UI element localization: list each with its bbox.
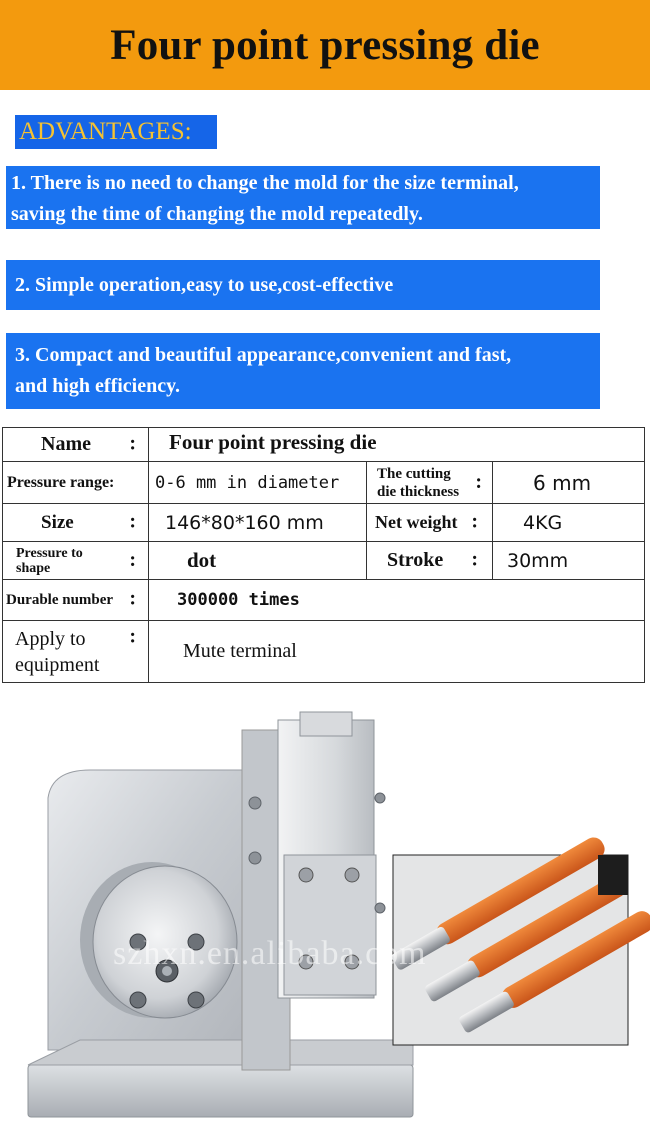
durable-number-label: Durable number: [6, 591, 114, 608]
name-value: Four point pressing die: [149, 428, 645, 462]
apply-label-line1: Apply to: [15, 627, 86, 650]
pressure-range-label: Pressure range:: [7, 473, 115, 491]
advantage-item-3: [6, 333, 600, 409]
page-title: Four point pressing die: [110, 21, 540, 69]
advantage-1-line2: saving the time of changing the mold repeatedly.: [11, 203, 423, 225]
advantage-3-line1: 3. Compact and beautiful appearance,convenient and fast,: [15, 344, 512, 366]
pressure-label-cell: [3, 462, 149, 504]
cutting-thickness-value: 6 mm: [493, 462, 645, 504]
weight-label-cell: [367, 504, 493, 542]
durable-label-cell: [3, 580, 149, 621]
stroke-label: Stroke: [387, 549, 444, 571]
apply-value: Mute terminal: [149, 621, 645, 683]
apply-label-line2: equipment: [15, 653, 100, 676]
table-row: [3, 504, 645, 542]
watermark-text: szhxn.en.alibaba.com: [113, 935, 427, 972]
net-weight-value: 4KG: [493, 504, 645, 542]
stroke-label-cell: [367, 542, 493, 580]
cutting-label-line2: die thickness: [377, 483, 460, 500]
advantage-3-line2: and high efficiency.: [15, 375, 181, 397]
table-row: [3, 542, 645, 580]
name-label: Name: [41, 433, 91, 455]
cutting-label-cell: [367, 462, 493, 504]
product-photo: [0, 700, 650, 1143]
table-row: [3, 580, 645, 621]
shape-value: dot: [149, 542, 367, 580]
colon: :: [129, 509, 136, 532]
terminal-inset-photo: [389, 831, 650, 1049]
size-label: Size: [41, 511, 74, 533]
advantage-2-line1: 2. Simple operation,easy to use,cost-effective: [15, 273, 394, 296]
pressure-range-value: 0-6 mm in diameter: [149, 462, 367, 504]
colon: :: [129, 431, 136, 454]
title-banner: [0, 0, 650, 90]
stroke-value: 30mm: [493, 542, 645, 580]
table-row: [3, 428, 645, 462]
advantage-item-2: [6, 260, 600, 310]
size-label-cell: [3, 504, 149, 542]
colon: :: [129, 625, 136, 648]
size-value: 146*80*160 mm: [149, 504, 367, 542]
advantage-item-1: [6, 166, 600, 229]
shape-label-cell: [3, 542, 149, 580]
table-row: [3, 621, 645, 683]
table-row: [3, 462, 645, 504]
colon: :: [471, 547, 478, 570]
advantages-tag: ADVANTAGES:: [15, 115, 217, 149]
colon: :: [129, 587, 136, 610]
shape-label-line2: shape: [16, 560, 51, 576]
durable-number-value: 300000 times: [149, 580, 645, 621]
cutting-label-line1: The cutting: [377, 465, 451, 482]
shape-label-line1: Pressure to: [16, 545, 83, 561]
advantage-1-line1: 1. There is no need to change the mold for the size terminal,: [11, 172, 519, 194]
apply-label-cell: [3, 621, 149, 683]
net-weight-label: Net weight: [375, 512, 458, 532]
crimping-die-machine: [28, 712, 413, 1117]
name-label-cell: [3, 428, 149, 462]
colon: :: [475, 470, 482, 493]
spec-table: [2, 427, 645, 683]
colon: :: [129, 548, 136, 571]
colon: :: [471, 509, 478, 532]
